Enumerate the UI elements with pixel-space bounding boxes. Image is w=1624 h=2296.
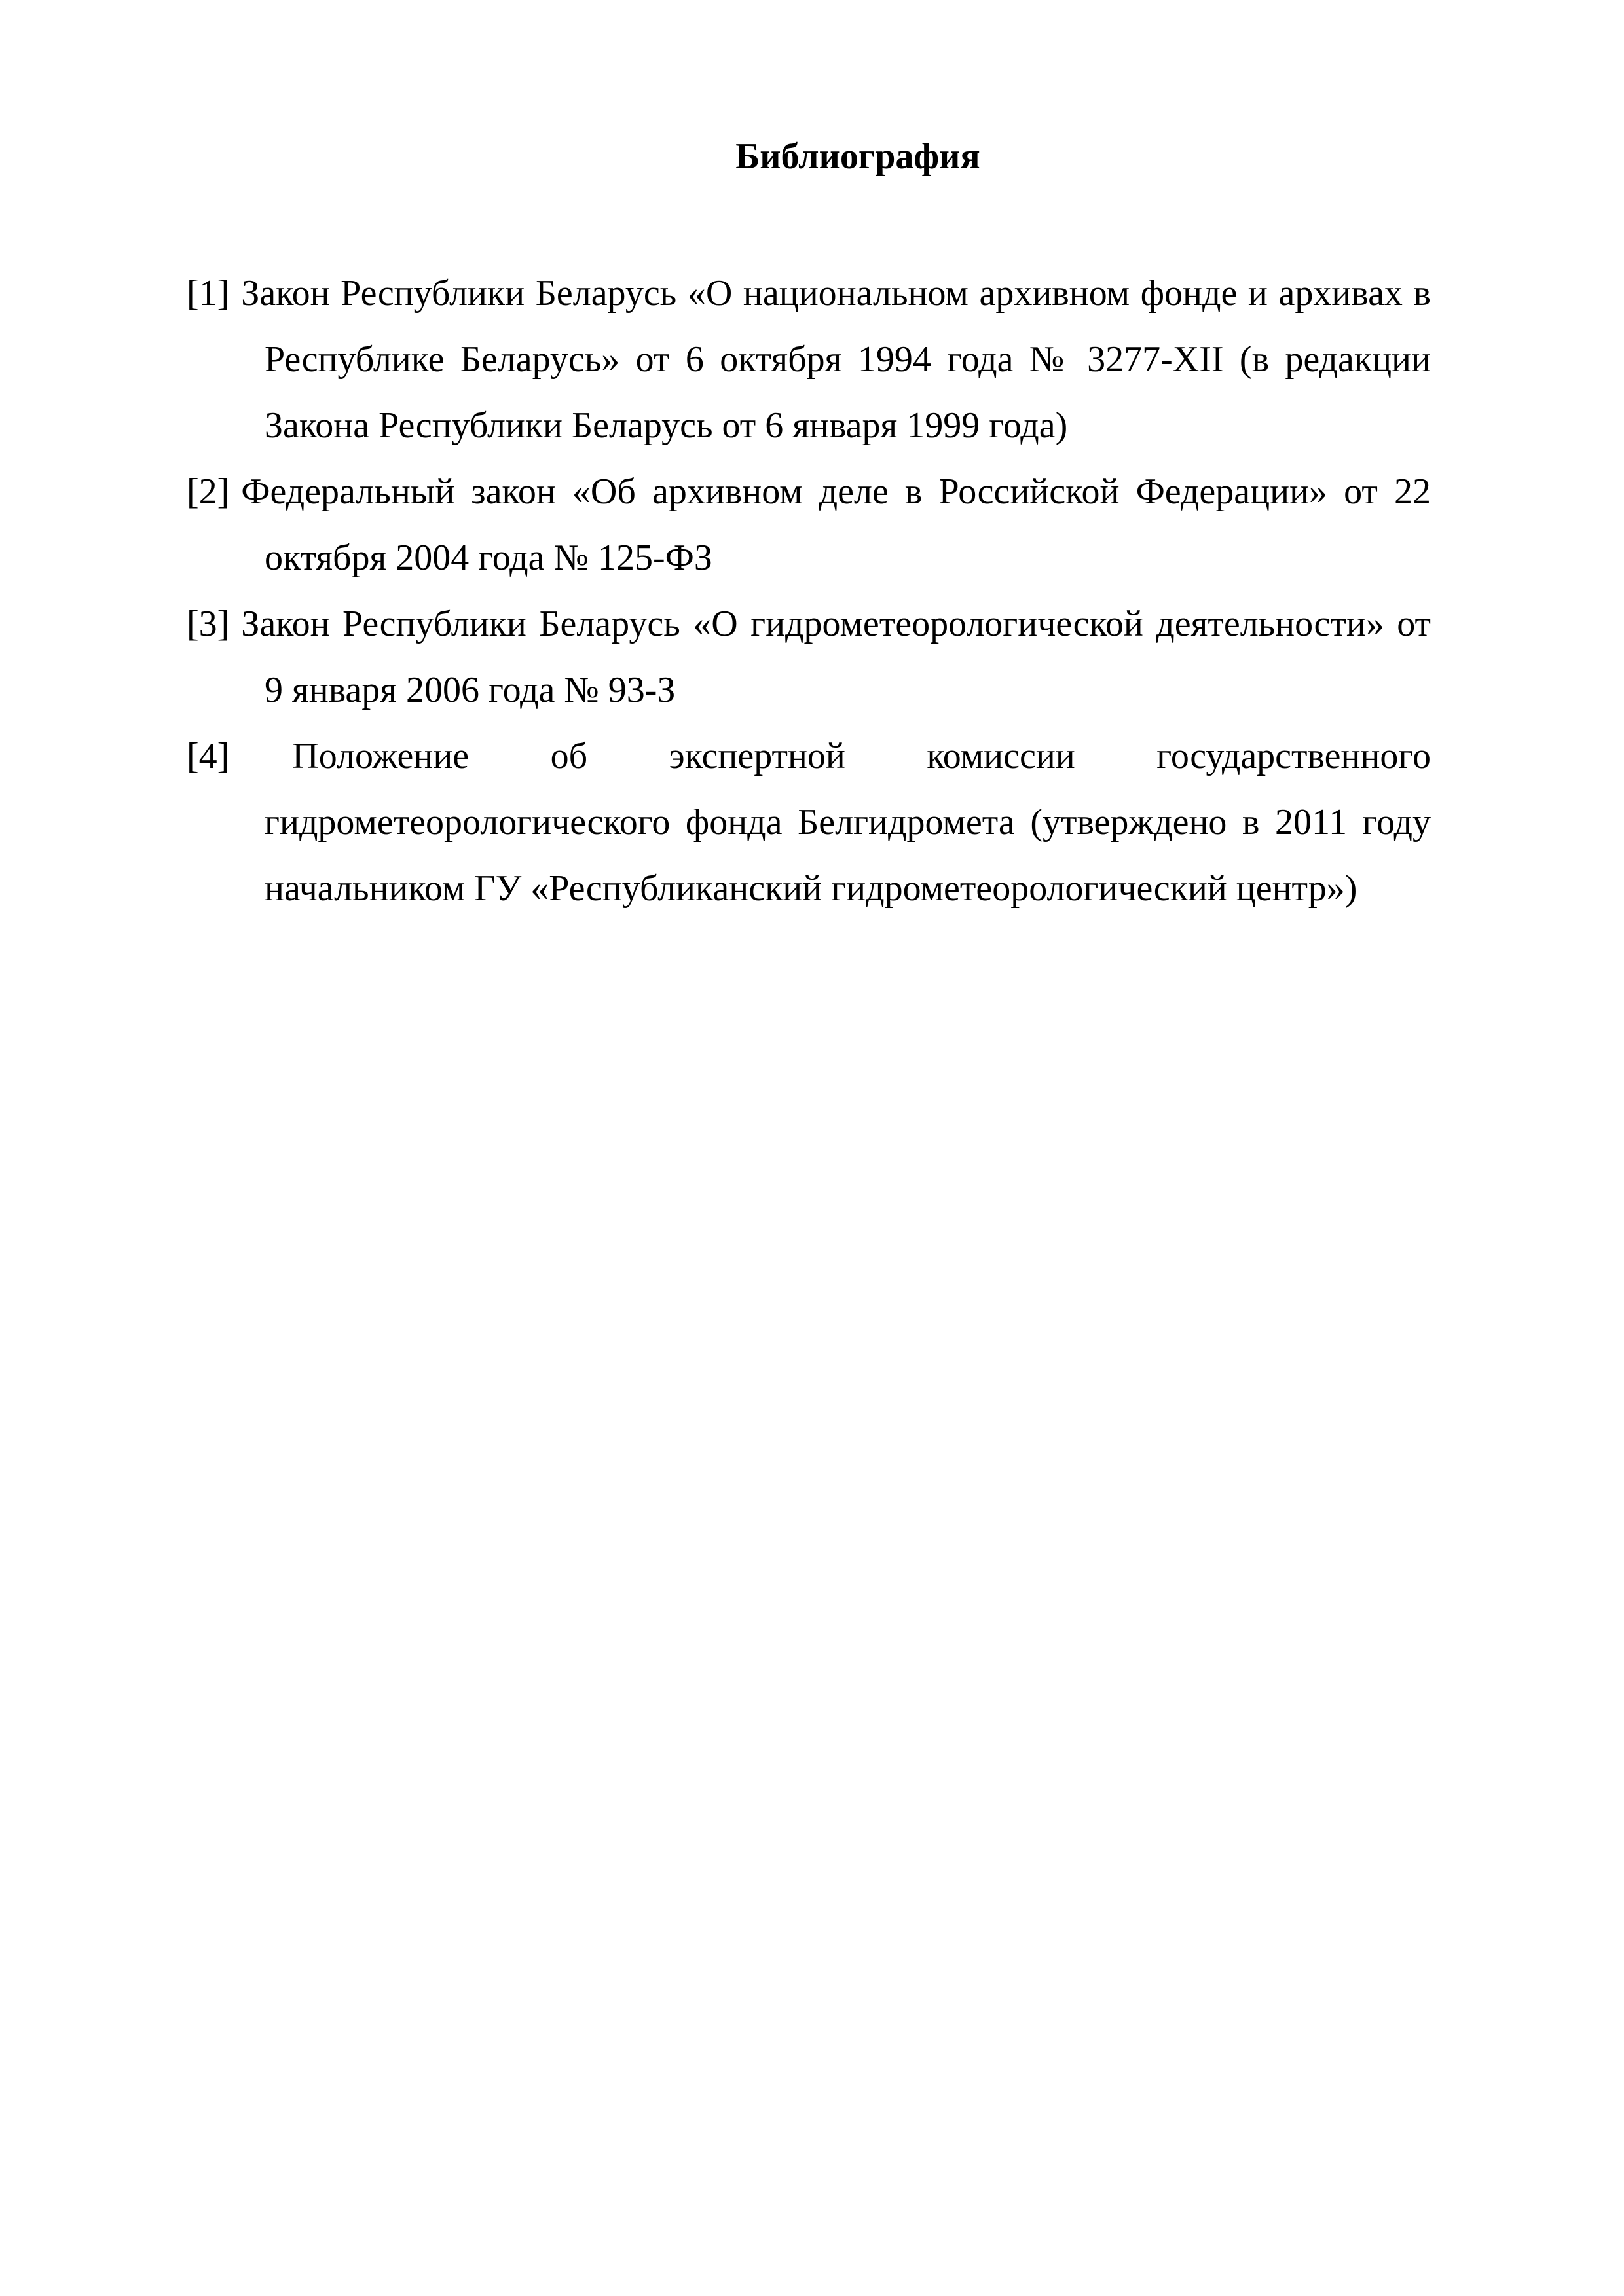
entry-text: Закон Республики Беларусь «О гидрометеорологической деятельности» от 9 января 2006 года № 93-З bbox=[241, 604, 1431, 710]
entry-text: Закон Республики Беларусь «О национальном архивном фонде и архивах в Республике Беларусь» от 6 октября 1994 года № 3277-XII (в редакции Закона Республики Беларусь от 6 января 1999 года) bbox=[241, 273, 1431, 446]
page-title: Библиография bbox=[735, 136, 980, 177]
bibliography-entry bbox=[187, 459, 1431, 591]
entry-text: Положение об экспертной комиссии государственного гидрометеорологического фонда Белгидромета (утверждено в 2011 году начальником ГУ «Республиканский гидрометеорологический центр») bbox=[265, 736, 1431, 909]
bibliography-entry bbox=[187, 723, 1431, 922]
entry-number: [2] bbox=[187, 471, 230, 512]
entry-number: [3] bbox=[187, 604, 230, 644]
bibliography-entry bbox=[187, 591, 1431, 723]
entry-number: [4] bbox=[187, 736, 230, 776]
bibliography-entry bbox=[187, 261, 1431, 459]
entry-number: [1] bbox=[187, 273, 230, 314]
entry-text: Федеральный закон «Об архивном деле в Российской Федерации» от 22 октября 2004 года № 125-ФЗ bbox=[241, 471, 1431, 578]
bibliography-list bbox=[187, 261, 1431, 922]
